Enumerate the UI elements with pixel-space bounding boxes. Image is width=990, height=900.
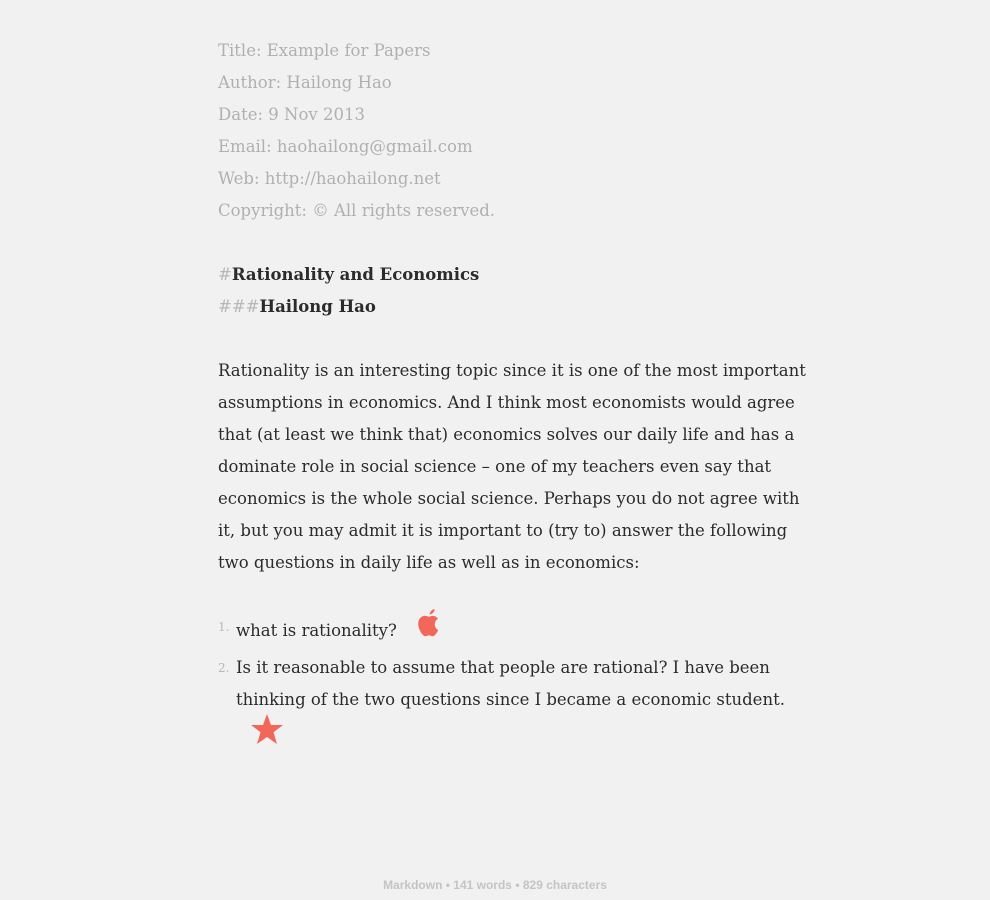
metadata-block (218, 35, 818, 227)
list-item-text: what is rationality? (236, 621, 397, 640)
heading-text: Hailong Hao (259, 297, 376, 316)
heading-marker: ### (218, 297, 260, 316)
heading-marker: # (218, 265, 232, 284)
body-paragraph: Rationality is an interesting topic since it is one of the most important assumptions in economics. And I think most economists would agree that (at least we think that) economics solves our daily life and has a dominate role in social science – one of my teachers even say that economics is the whole social science. Perhaps you do not agree with it, but you may admit it is important to (try to) answer the following two questions in daily life as well as in economics: (218, 361, 806, 572)
heading-text: Rationality and Economics (231, 265, 480, 284)
editor-area[interactable] (218, 35, 818, 759)
star-icon (250, 713, 284, 756)
metadata-copyright: Copyright: © All rights reserved. (218, 201, 496, 220)
apple-icon (416, 608, 442, 649)
metadata-email: Email: haohailong@gmail.com (218, 137, 473, 156)
metadata-date: Date: 9 Nov 2013 (218, 105, 365, 124)
metadata-web: Web: http://haohailong.net (218, 169, 441, 188)
metadata-title: Title: Example for Papers (218, 41, 431, 60)
list-number: 2. (218, 661, 230, 675)
heading-title (218, 259, 818, 291)
list-item-text: Is it reasonable to assume that people are rational? I have been thinking of the two questions since I became a economic student. (236, 658, 785, 709)
metadata-author: Author: Hailong Hao (218, 73, 392, 92)
list-item (218, 611, 818, 652)
status-bar: Markdown • 141 words • 829 characters (383, 878, 607, 892)
list-number: 1. (218, 620, 230, 634)
list-item (218, 652, 818, 759)
numbered-list (218, 611, 818, 759)
heading-author (218, 291, 818, 323)
